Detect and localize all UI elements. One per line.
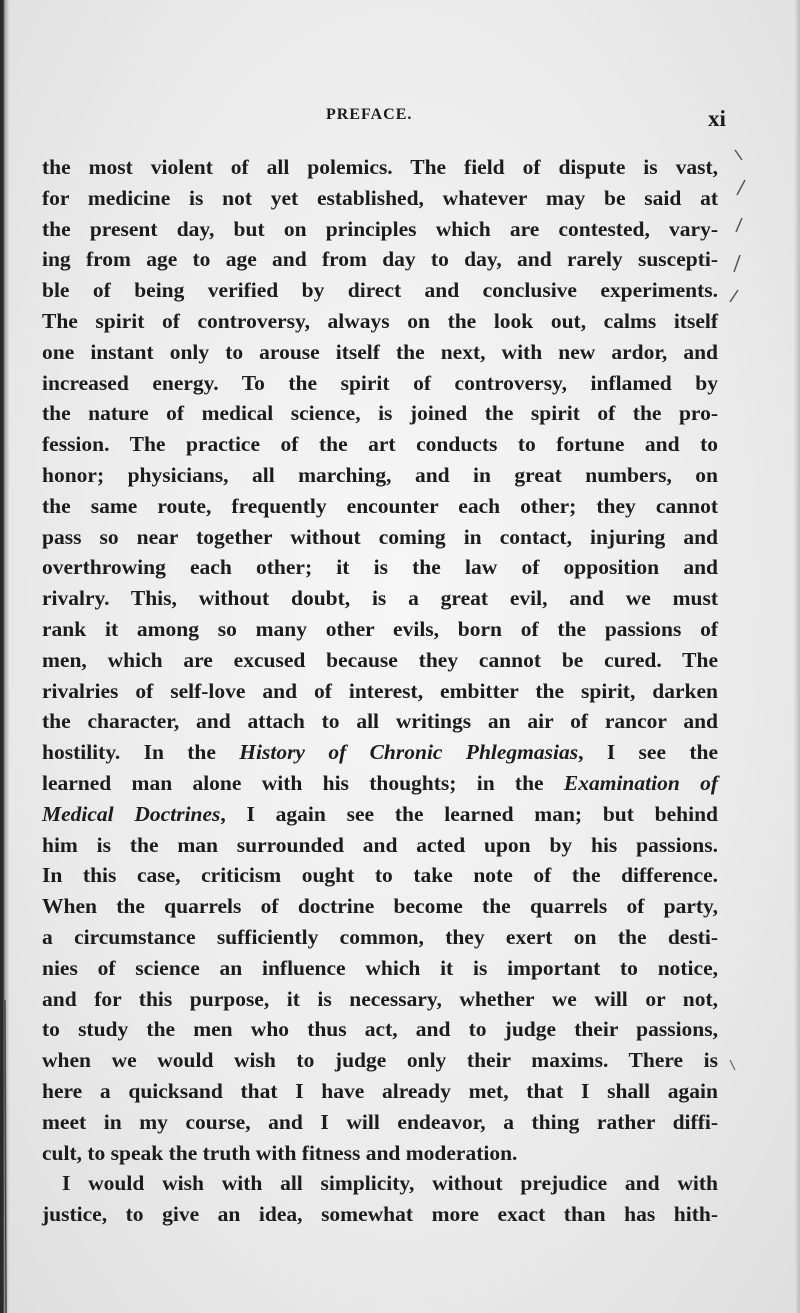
book-title: History of Chronic Phlegmasias — [239, 740, 579, 765]
body-text — [42, 152, 718, 1230]
text-line: meet in my course, and I will endeavor, a thing rather diffi- — [42, 1109, 718, 1134]
page-number: xi — [708, 106, 726, 131]
page-binding-edge — [0, 0, 9, 1313]
text-line: The spirit of controversy, always on the look out, calms itself — [42, 308, 718, 333]
text-line: the most violent of all polemics. The field of dispute is vast, — [42, 155, 718, 179]
book-title: Examination of — [563, 770, 718, 795]
page-right-edge — [794, 0, 800, 1313]
text-line: when we would wish to judge only their maxims. There is — [42, 1048, 718, 1073]
text-line: increased energy. To the spirit of controversy, inflamed by — [42, 370, 718, 395]
text-line: When the quarrels of doctrine become the quarrels of party, — [42, 894, 718, 919]
text-line: ing from age to age and from day to day, and rarely suscepti- — [42, 247, 718, 272]
text-line: the same route, frequently encounter each other; they cannot — [42, 493, 718, 518]
text-line: pass so near together without coming in contact, injuring and — [42, 524, 718, 549]
text-line: him is the man surrounded and acted upon by his passions. — [42, 832, 718, 857]
text-line: overthrowing each other; it is the law of opposition and — [42, 555, 718, 580]
margin-scratch — [730, 1060, 735, 1070]
running-head: PREFACE. — [326, 106, 413, 123]
text-line: the nature of medical science, is joined the spirit of the pro- — [42, 401, 718, 426]
text-line-with-title — [42, 768, 718, 799]
text-line: fession. The practice of the art conducts to fortune and to — [42, 432, 718, 457]
text-line: rank it among so many other evils, born of the passions of — [42, 616, 718, 641]
text-line: for medicine is not yet established, whatever may be said at — [42, 185, 718, 210]
text-line: to study the men who thus act, and to judge their passions, — [42, 1017, 718, 1042]
text-line: the present day, but on principles which are contested, vary- — [42, 216, 718, 241]
text-line: a circumstance sufficiently common, they exert on the desti- — [42, 924, 718, 949]
text-segment: learned man alone with his thoughts; in the — [42, 770, 564, 795]
margin-scratch — [730, 150, 745, 302]
text-segment: , I again see the learned man; but behind — [220, 801, 719, 826]
text-line: nies of science an influence which it is important to notice, — [42, 955, 718, 980]
text-line: and for this purpose, it is necessary, whether we will or not, — [42, 986, 718, 1011]
text-line: the character, and attach to all writings an air of rancor and — [42, 709, 718, 734]
text-segment: hostility. In the — [42, 740, 240, 765]
page-header — [0, 100, 800, 140]
text-line-with-title — [42, 799, 718, 830]
text-line: justice, to give an idea, somewhat more exact than has hith- — [42, 1202, 718, 1227]
text-line: men, which are excused because they cannot be cured. The — [42, 647, 718, 672]
text-line: I would wish with all simplicity, without prejudice and with — [62, 1171, 718, 1196]
text-line: cult, to speak the truth with fitness and moderation. — [42, 1140, 518, 1165]
text-line: one instant only to arouse itself the next, with new ardor, and — [42, 339, 718, 364]
book-title: Medical Doctrines — [42, 801, 221, 826]
text-line: here a quicksand that I have already met, that I shall again — [42, 1078, 718, 1103]
text-line: honor; physicians, all marching, and in great numbers, on — [42, 462, 718, 487]
text-line: In this case, criticism ought to take note of the difference. — [42, 863, 718, 888]
text-line-with-title — [42, 737, 718, 768]
text-line: rivalries of self-love and of interest, embitter the spirit, darken — [42, 678, 718, 703]
text-line: ble of being verified by direct and conclusive experiments. — [42, 278, 718, 303]
text-line: rivalry. This, without doubt, is a great evil, and we must — [42, 586, 718, 611]
text-segment: , I see the — [578, 740, 718, 765]
